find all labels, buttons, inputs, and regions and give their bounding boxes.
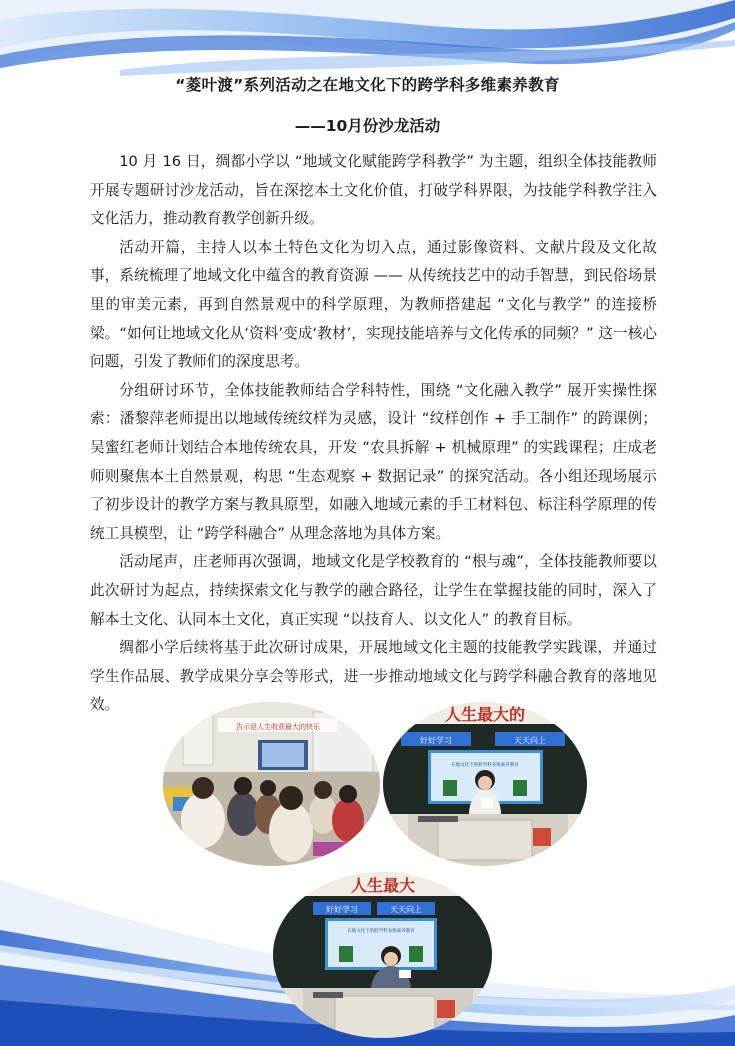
photo2-board-left: 好好学习 [420, 736, 452, 745]
paragraph: 活动尾声，庄老师再次强调，地域文化是学校教育的 “根与魂”，全体技能教师要以此次研讨为起点，持续探索文化与教学的融合路径，让学生在掌握技能的同时，深入了解本土文化、认同本土文化，真正实现 “以技育人、以文化人” 的教育目标。 [90, 553, 657, 628]
document-body [90, 148, 657, 720]
paragraph: 10 月 16 日，绸都小学以 “地域文化赋能跨学科教学” 为主题，组织全体技能教师开展专题研讨沙龙活动，旨在深挖本土文化价值，打破学科界限，为技能学科教学注入文化活力，推动教育教学创新升级。 [90, 153, 657, 228]
photo2-board-right: 天天向上 [514, 736, 546, 745]
photo3-screen-text: 在地文化下的跨学科多维素养教育 [347, 929, 415, 934]
paragraph: 分组研讨环节，全体技能教师结合学科特性，围绕 “文化融入教学” 展开实操性探索：潘黎萍老师提出以地域传统纹样为灵感，设计 “纹样创作 + 手工制作” 的跨课例；吴蜜红老师计划结合本地传统农具，开发 “农具拆解 + 机械原理” 的实践课程；庄成老师则聚焦本土自然景观，构思 “生态观察 + 数据记录” 的探究活动。各小组还现场展示了初步设计的教学方案与教具原型，如融入地域元素的手工材料包、标注科学原理的传统工具模型，让 “跨学科融合” 从理念落地为具体方案。 [90, 381, 657, 542]
document-title: “菱叶渡”系列活动之在地文化下的跨学科多维素养教育 [175, 76, 560, 94]
photo-speaker-blackboard [383, 702, 587, 866]
photo3-board-left: 好好学习 [326, 905, 358, 914]
paragraph: 活动开篇，主持人以本土特色文化为切入点，通过影像资料、文献片段及文化故事，系统梳理了地域文化中蕴含的教育资源 —— 从传统技艺中的动手智慧，到民俗场景里的审美元素，再到自然景观中的科学原理，为教师搭建起 “文化与教学” 的连接桥梁。“如何让地域文化从‘资料’变成‘教材’，实现技能培养与文化传承的同频？” 这一核心问题，引发了教师们的深度思考。 [90, 238, 657, 371]
photo3-banner-text: 人生最大 [350, 876, 416, 895]
photo-speaker-podium [273, 872, 492, 1038]
photo2-screen-text: 在地文化下的跨学科多维素养教育 [451, 763, 519, 768]
photo1-banner-text: 告示是人生收获最大的快乐 [236, 723, 320, 731]
photo-classroom-audience [163, 702, 380, 866]
document-subtitle: ——10月份沙龙活动 [294, 117, 441, 135]
paragraph: 绸都小学后续将基于此次研讨成果，开展地域文化主题的技能教学实践课，并通过学生作品展、教学成果分享会等形式，进一步推动地域文化与跨学科融合教育的落地见效。 [90, 639, 657, 714]
photo2-banner-text: 人生最大的 [444, 705, 526, 724]
photo3-board-right: 天天向上 [390, 905, 422, 914]
